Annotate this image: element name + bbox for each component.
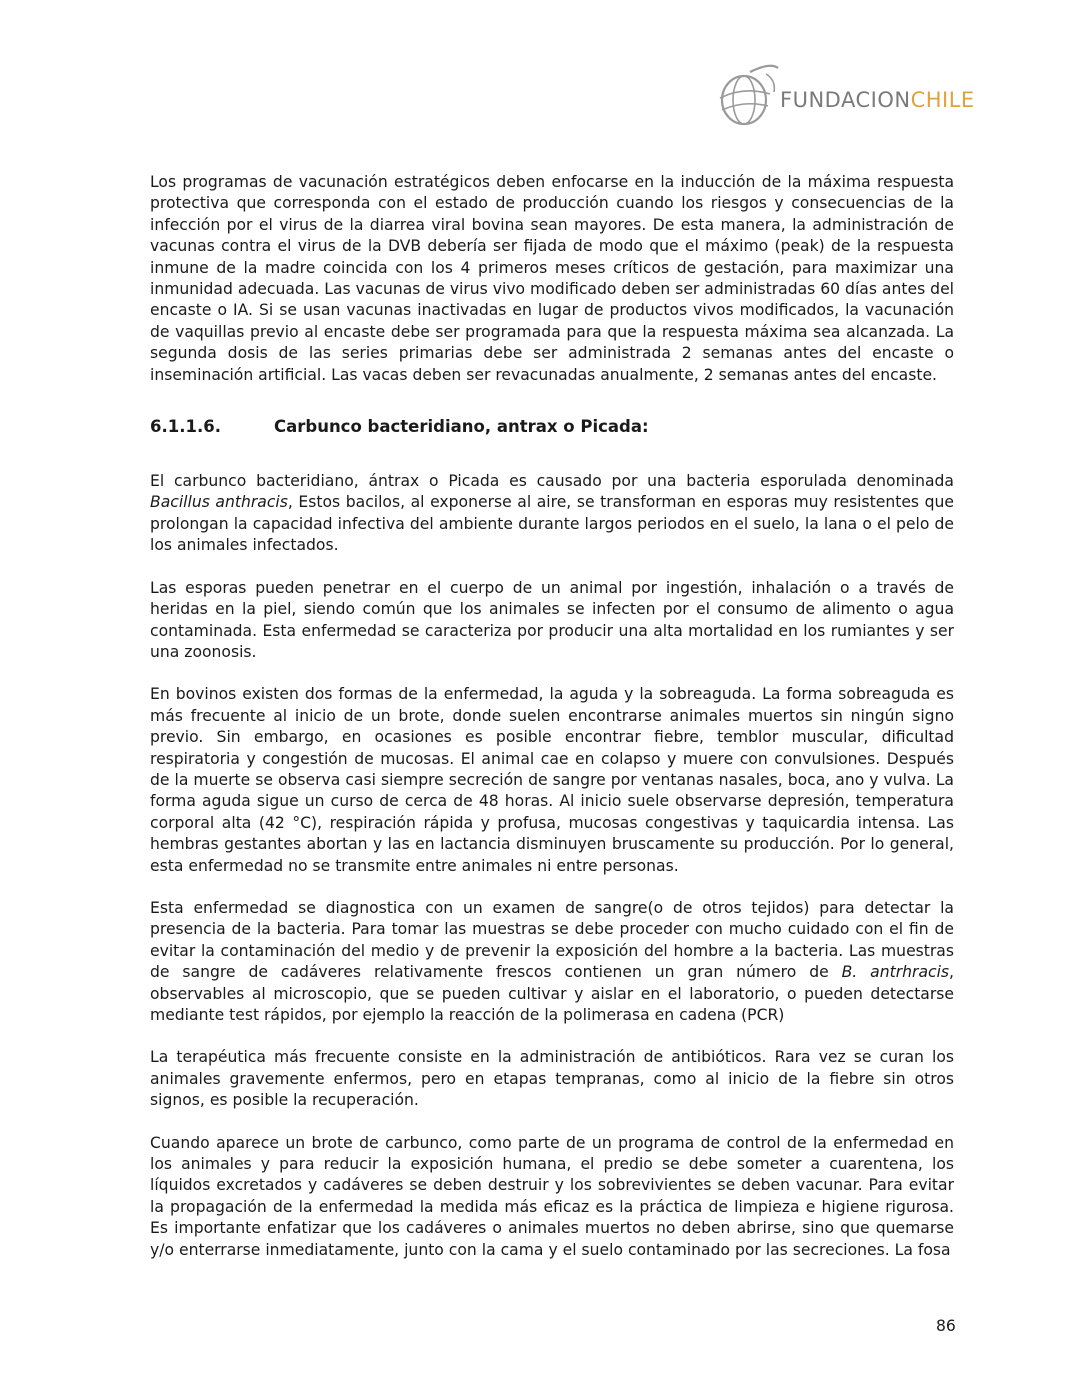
paragraph-symptoms: En bovinos existen dos formas de la enfermedad, la aguda y la sobreaguda. La forma sobreaguda es más frecuente al inicio de un brote, donde suelen encontrarse animales muertos sin ningún signo previo. Sin embargo, en ocasiones es posible encontrar fiebre, temblor muscular, dificultad respiratoria y congestión de mucosas. El animal cae en colapso y muere con convulsiones. Después de la muerte se observa casi siempre secreción de sangre por ventanas nasales, boca, ano y vulva. La forma aguda sigue un curso de cerca de 48 horas. Al inicio suele observarse depresión, temperatura corporal alta (42 °C), respiración rápida y profusa, mucosas congestivas y taquicardia intensa. Las hembras gestantes abortan y las en lactancia disminuyen bruscamente su producción. Por lo general, esta enfermedad no se transmite entre animales ni entre personas. — [150, 685, 954, 875]
paragraph-text: , observables al microscopio, que se pueden cultivar y aislar en el laboratorio, o pueden detectarse mediante test rápidos, por ejemplo la reacción de la polimerasa en cadena (PCR) — [150, 963, 954, 1024]
paragraph-treatment: La terapéutica más frecuente consiste en la administración de antibióticos. Rara vez se curan los animales gravemente enfermos, pero en etapas tempranas, como al inicio de la fiebre sin otros signos, es posible la recuperación. — [150, 1048, 954, 1110]
section-heading — [150, 416, 954, 438]
section-number: 6.1.1.6. — [150, 417, 221, 437]
paragraph-text: Esta enfermedad se diagnostica con un examen de sangre(o de otros tejidos) para detectar la presencia de la bacteria. Para tomar las muestras se debe proceder con mucho cuidado con el fin de evitar la contaminación del medio y de prevenir la exposición del hombre a la bacteria. Las muestras de sangre de cadáveres relativamente frescos contienen un gran número de — [150, 898, 954, 982]
paragraph-transmission: Las esporas pueden penetrar en el cuerpo de un animal por ingestión, inhalación o a través de heridas en la piel, siendo común que los animales se infecten por el consumo de alimento o agua contaminada. Esta enfermedad se caracteriza por producir una alta mortalidad en los rumiantes y ser una zoonosis. — [150, 578, 954, 661]
section-title: Carbunco bacteridiano, antrax o Picada: — [274, 417, 649, 437]
intro-paragraph: Los programas de vacunación estratégicos deben enfocarse en la inducción de la máxima respuesta protectiva que corresponda con el estado de producción cuando los riesgos y consecuencias de la infección por el virus de la diarrea viral bovina sean mayores. De esta manera, la administración de vacunas contra el virus de la DVB debería ser fijada de modo que el máximo (peak) de la respuesta inmune de la madre coincida con los 4 primeros meses críticos de gestación, para maximizar una inmunidad adecuada. Las vacunas de virus vivo modificado deben ser administradas 60 días antes del encaste o IA. Si se usan vacunas inactivadas en lugar de productos vivos modificados, la vacunación de vaquillas previo al encaste debe ser programada para que la respuesta máxima sea alcanzada. La segunda dosis de las series primarias debe ser administrada 2 semanas antes del encaste o inseminación artificial. Las vacas deben ser revacunadas anualmente, 2 semanas antes del encaste. — [150, 173, 954, 384]
logo-wordmark — [780, 88, 975, 112]
logo-text-fundacion: FUNDACION — [780, 88, 911, 112]
species-name: B. antrhracis — [841, 963, 950, 982]
globe-swirl-icon — [714, 60, 786, 130]
document-body — [150, 172, 954, 1261]
page-number: 86 — [936, 1317, 956, 1335]
species-name: Bacillus anthracis — [150, 493, 288, 512]
fundacion-chile-logo — [714, 60, 975, 130]
logo-text-chile: CHILE — [910, 88, 975, 112]
paragraph-text: , Estos bacilos, al exponerse al aire, se transforman en esporas muy resistentes que prolongan la capacidad infectiva del ambiente durante largos periodos en el suelo, la lana o el pelo de los animales infectados. — [150, 493, 954, 555]
paragraph-text: El carbunco bacteridiano, ántrax o Picada es causado por una bacteria esporulada denominada — [150, 472, 954, 491]
paragraph-control: Cuando aparece un brote de carbunco, como parte de un programa de control de la enfermedad en los animales y para reducir la exposición humana, el predio se debe someter a cuarentena, los líquidos excretados y cadáveres se deben destruir y los sobrevivientes se deben vacunar. Para evitar la propagación de la enfermedad la medida más eficaz es la práctica de limpieza e higiene rigurosa. Es importante enfatizar que los cadáveres o animales muertos no deben abrirse, sino que quemarse y/o enterrarse inmediatamente, junto con la cama y el suelo contaminado por las secreciones. La fosa — [150, 1133, 954, 1259]
paragraph-diagnosis — [150, 898, 954, 1026]
paragraph-cause — [150, 471, 954, 557]
